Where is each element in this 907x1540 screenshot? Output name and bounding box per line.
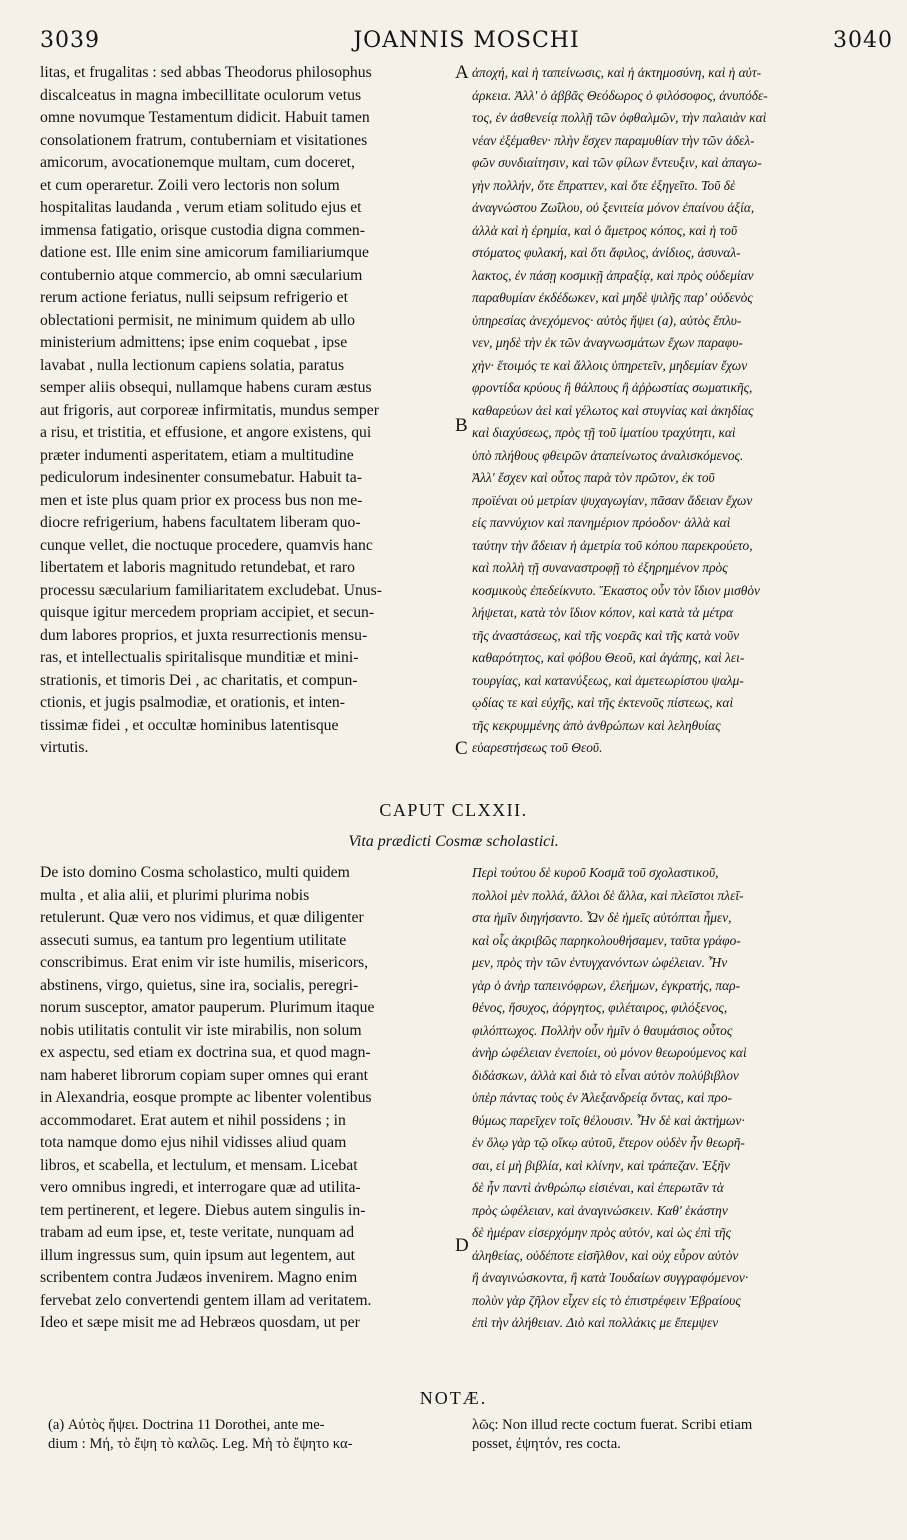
text-line: accommodaret. Erat autem et nihil possidens ; in <box>40 1111 346 1129</box>
text-line: strationis, et timoris Dei , ac charitatis, et compun- <box>40 671 358 689</box>
latin-column-top <box>40 62 454 760</box>
text-line: ἀποχή, καὶ ἡ ταπείνωσις, καὶ ἡ ἀκτημοσύνη, καὶ ἡ αὐτ- <box>472 65 762 80</box>
text-line: ῳδίας τε καὶ εὐχῆς, καὶ τῆς ἐκτενοῦς πίστεως, καὶ <box>472 695 734 710</box>
page-number-left: 3039 <box>40 28 100 53</box>
text-line: tota namque domo ejus nihil vidisses aliud quam <box>40 1134 347 1151</box>
margin-marker-b: B <box>455 415 468 436</box>
text-line: τουργίας, καὶ κατανύξεως, καὶ ἀμετεωρίστου ψαλμ- <box>472 672 744 688</box>
running-title: JOANNIS MOSCHI <box>353 28 580 53</box>
text-line: hospitalitas laudanda , verum etiam solitudo ejus et <box>40 199 362 216</box>
text-line: καὶ οἷς ἀκριβῶς παρηκολουθήσαμεν, ταῦτα γράφο- <box>472 932 741 948</box>
text-line: ὑπὸ πλήθους φθειρῶν ἀταπείνωτος ἀναλισκόμενος. <box>472 447 744 463</box>
text-line: δὲ ἡμέραν εἰσερχόμην πρὸς αὐτόν, καὶ ὡς ἐπὶ τῆς <box>472 1225 732 1240</box>
text-line: ἀνὴρ ὠφέλειαν ἐνεποίει, οὐ μόνον θεωρούμενος καὶ <box>472 1045 747 1060</box>
chapter-subtitle: Vita prædicti Cosmæ scholastici. <box>348 833 559 850</box>
text-line: ἀληθείας, οὐδέποτε εἰσῆλθον, καὶ οὐχ εὗρον αὐτὸν <box>472 1247 739 1263</box>
text-line: libros, et scabella, et lectulum, et mensam. Licebat <box>40 1156 358 1174</box>
text-line: παραθυμίαν ἐκδέδωκεν, καὶ μηδὲ ψιλῆς παρ' οὐδενὸς <box>472 290 753 305</box>
text-line: φροντίδα κρύους ἢ θάλπους ἢ ἀῤῥωστίας σωματικῆς, <box>472 380 753 395</box>
text-line: diocre refrigerium, habens facultatem liberam quo- <box>40 514 361 531</box>
text-line: χὴν· ἕτοιμός τε καὶ ἄλλοις ὑπηρετεῖν, μηδεμίαν ἔχων <box>472 357 748 373</box>
text-line: lavabat , nulla lectionum capiens solatia, paratus <box>40 356 345 374</box>
text-line: τῆς κεκρυμμένης ἀπὸ ἀνθρώπων καὶ λεληθυίας <box>472 717 721 733</box>
text-line: conscribimus. Erat enim vir iste humilis, misericors, <box>40 954 369 971</box>
text-line: illum ingressus sum, quin ipsum aut legentem, aut <box>40 1246 356 1264</box>
text-line: ὑπὲρ πάντας τοὺς ἐν Ἀλεξανδρείᾳ ὄντας, καὶ προ- <box>472 1090 732 1105</box>
text-line: λῶς: Non illud recte coctum fuerat. Scribi etiam <box>472 1417 753 1433</box>
text-line: tissimæ fidei , et occultæ hominibus latentisque <box>40 716 339 734</box>
text-line: cunque vellet, die noctuque procedere, quamvis hanc <box>40 536 373 554</box>
text-line: λακτος, ἐν πάσῃ κοσμικῇ ἀπραξίᾳ, καὶ πρὸς οὐδεμίαν <box>472 267 754 283</box>
text-line: ex aspectu, sed etiam ex doctrina sua, et quod magn- <box>40 1044 371 1061</box>
text-line: άρκεια. Ἀλλ' ὁ ἀββᾶς Θεόδωρος ὁ φιλόσοφος, ἀνυπόδε- <box>472 87 768 103</box>
text-line: quisque igitur mercedem propriam accipiet, et secun- <box>40 604 375 621</box>
text-line: vero omnibus ingredi, et interrogare quæ ad utilita- <box>40 1179 361 1196</box>
text-line: κοσμικοὺς ἐπεδείκνυτο. Ἕκαστος οὖν τὸν ἴδιον μισθὸν <box>472 582 761 598</box>
text-line: πολλοὶ μὲν πολλά, ἄλλοι δὲ ἄλλα, καὶ πλεῖστοι πλεῖ- <box>472 887 744 903</box>
text-line: oblectationi permisit, ne minimum quidem ab ullo <box>40 311 356 329</box>
text-line: et cum operaretur. Zoili vero lectoris non solum <box>40 176 340 194</box>
text-line: λήψεται, κατὰ τὸν ἴδιον κόπον, καὶ κατὰ τὰ μέτρα <box>472 605 734 620</box>
text-line: τος, ἐν ἀσθενείᾳ πολλῇ τῶν ὀφθαλμῶν, τὴν παλαιὰν καὶ <box>472 110 767 125</box>
text-line: contubernio atque commercio, ab omni sæcularium <box>40 266 363 284</box>
text-line: μεν, πρὸς τὴν τῶν ἐντυγχανόντων ὠφέλειαν. Ἦν <box>472 955 728 970</box>
text-line: σαι, εἰ μὴ βιβλία, καὶ κλίνην, καὶ τράπεζαν. Ἐξῆν <box>472 1157 730 1173</box>
text-line: Ideo et sæpe misit me ad Hebræos quosdam, ut per <box>40 1314 360 1331</box>
page-number-right: 3040 <box>833 28 893 53</box>
text-line: στόματος φυλακή, καὶ ὅτι ἄφιλος, ἀνίδιος, ἀσυναλ- <box>472 245 741 260</box>
text-line: γὰρ ὁ ἀνὴρ ταπεινόφρων, ἐλεήμων, ἐγκρατής, παρ- <box>472 977 741 993</box>
text-line: ὑπηρεσίας ἀνεχόμενος· αὐτὸς ἥψει (a), αὐτὸς ἔπλυ- <box>472 312 742 328</box>
text-line: in Alexandria, eosque prompte ac libenter volentibus <box>40 1089 372 1106</box>
text-line: nobis utilitatis contulit vir iste mirabilis, non solum <box>40 1021 362 1039</box>
text-line: εὐαρεστήσεως τοῦ Θεοῦ. <box>472 740 603 755</box>
footnote-right <box>472 1416 900 1454</box>
text-line: δὲ ἦν παντὶ ἀνθρώπῳ εἰσιέναι, καὶ ἐπερωτᾶν τὰ <box>472 1180 724 1195</box>
text-line: ἢ ἀναγινώσκοντα, ἢ κατὰ Ἰουδαίων συγγραφόμενον· <box>472 1270 749 1285</box>
text-line: a risu, et tristitia, et effusione, et angore existens, qui <box>40 424 372 441</box>
text-line: discalceatus in magna imbecillitate oculorum vetus <box>40 86 362 104</box>
text-line: θένος, ἥσυχος, ἀόργητος, φιλέταιρος, φιλόξενος, <box>472 1000 728 1015</box>
text-line: nam haberet librorum copiam super omnes qui erant <box>40 1066 369 1084</box>
text-line: scribentem contra Judæos invenirem. Magno enim <box>40 1269 358 1286</box>
text-line: assecuti sumus, ea tantum pro legentium utilitate <box>40 931 347 949</box>
text-line: καθαρεύων ἀεὶ καὶ γέλωτος καὶ στυγνίας καὶ ἀκηδίας <box>472 402 754 418</box>
greek-column-top <box>472 62 900 760</box>
text-line: πρὸς ὠφέλειαν, καὶ ἀναγινώσκειν. Καθ' ἑκάστην <box>472 1202 728 1218</box>
text-line: καὶ διαχύσεως, πρὸς τῇ τοῦ ἱματίου τραχύτητι, καὶ <box>472 425 736 440</box>
text-line: men et iste plus quam prior ex process bus non me- <box>40 491 363 509</box>
text-line: θύμως παρεῖχεν τοῖς θέλουσιν. Ἦν δὲ καὶ ἀκτήμων· <box>472 1112 745 1128</box>
text-line: Ἀλλ' ἔσχεν καὶ οὗτος παρὰ τὸν πρῶτον, ἐκ τοῦ <box>472 470 715 485</box>
text-line: trabam ad eum ipse, et, teste veritate, nunquam ad <box>40 1224 355 1241</box>
text-line: τῆς ἀναστάσεως, καὶ τῆς νοερᾶς καὶ τῆς κατὰ νοῦν <box>472 627 740 643</box>
text-line: διδάσκων, ἀλλὰ καὶ διὰ τὸ εἶναι αὐτὸν πολύβιβλον <box>472 1067 739 1083</box>
text-line: multa , et alia alii, et plurimi plurima nobis <box>40 886 310 904</box>
text-line: φῶν συνδιαίτησιν, καὶ τῶν φίλων ἔντευξιν, καὶ ἀπαγω- <box>472 155 762 170</box>
text-line: processu sæcularium familiaritatem excludebat. Unus- <box>40 581 382 599</box>
text-line: καθαρότητος, καὶ φόβου Θεοῦ, καὶ ἀγάπης, καὶ λει- <box>472 650 745 665</box>
text-line: datione est. Ille enim sine amicorum familiariumque <box>40 244 369 261</box>
text-line: ταύτην τὴν ἄδειαν ἡ ἀμετρία τοῦ κόπου παρεκρούετο, <box>472 537 753 553</box>
text-line: abstinens, virgo, quietus, sine ira, socialis, peregri- <box>40 976 359 994</box>
text-line: virtutis. <box>40 739 89 756</box>
text-line: γὴν πολλήν, ὅτε ἔπραττεν, καὶ ὅτε ἐξηγεῖτο. Τοῦ δὲ <box>472 177 736 193</box>
text-line: νεν, μηδὲ τὴν ἐκ τῶν ἀναγνωσμάτων ἔχων παραφυ- <box>472 335 743 350</box>
text-line: præter indumenti asperitatem, etiam a multitudine <box>40 446 354 464</box>
text-line: semper aliis obsequi, nullamque habens curam æstus <box>40 379 372 396</box>
text-line: De isto domino Cosma scholastico, multi quidem <box>40 864 350 881</box>
text-line: ἐν ὅλῳ γὰρ τῷ οἴκῳ αὐτοῦ, ἕτερον οὐδὲν ἦν θεωρῆ- <box>472 1135 745 1150</box>
margin-marker-d: D <box>455 1235 469 1256</box>
text-line: ἐπὶ τὴν ἀλήθειαν. Διὸ καὶ πολλάκις με ἔπεμψεν <box>472 1315 719 1330</box>
text-line: εἰς παννύχιον καὶ πανημέριον πρόοδον· ἀλλὰ καὶ <box>472 515 731 530</box>
text-line: ἀλλὰ καὶ ἡ ἐρημία, καὶ ὁ ἄμετρος κόπος, καὶ ἡ τοῦ <box>472 222 738 238</box>
greek-column-bottom <box>472 862 900 1335</box>
text-line: posset, ἐψητόν, res cocta. <box>472 1436 621 1452</box>
text-line: fervebat zelo convertendi gentem illam ad veritatem. <box>40 1291 372 1309</box>
text-line: dum labores proprios, et juxta resurrectionis mensu- <box>40 626 368 644</box>
margin-marker-a: A <box>455 62 469 83</box>
text-line: νέαν ἐξέμαθεν· πλὴν ἔσχεν παραμυθίαν τὴν τῶν ἀδελ- <box>472 132 755 148</box>
text-line: norum susceptor, amator pauperum. Plurimum itaque <box>40 999 375 1016</box>
text-line: tem pertinerent, et legere. Diebus autem singulis in- <box>40 1201 366 1219</box>
text-line: amicorum, avocationemque multam, cum doceret, <box>40 154 355 171</box>
notes-heading: NOTÆ. <box>419 1388 488 1408</box>
text-line: litas, et frugalitas : sed abbas Theodorus philosophus <box>40 64 372 81</box>
text-line: ctionis, et jugis psalmodiæ, et orationis, et inten- <box>40 694 345 711</box>
text-line: consolationem fratrum, contuberniam et visitationes <box>40 131 368 149</box>
text-line: προϊέναι οὐ μετρίαν ψυχαγωγίαν, πᾶσαν ἄδειαν ἔχων <box>472 492 753 508</box>
text-line: pediculorum indesinenter consumebatur. Habuit ta- <box>40 469 362 486</box>
page-header <box>40 28 893 62</box>
text-line: immensa fatigatio, orisque custodia digna commen- <box>40 221 365 239</box>
text-line: libertatem et laboris magnitudo retundebat, et raro <box>40 559 355 576</box>
text-line: στα ἡμῖν διηγήσαντο. Ὧν δὲ ἡμεῖς αὐτόπται ἦμεν, <box>472 910 732 925</box>
margin-marker-c: C <box>455 738 468 759</box>
text-line: retulerunt. Quæ vero nos vidimus, et quæ diligenter <box>40 909 364 926</box>
text-line: ministerium admittens; ipse enim coquebat , ipse <box>40 334 348 351</box>
text-line: φιλόπτωχος. Πολλὴν οὖν ἡμῖν ὁ θαυμάσιος οὗτος <box>472 1022 733 1038</box>
text-line: πολὺν γὰρ ζῆλον εἶχεν εἰς τὸ ἐπιστρέφειν Ἑβραίους <box>472 1292 741 1308</box>
text-line: rerum actione feriatus, nulli seipsum refrigerio et <box>40 289 348 306</box>
text-line: ras, et intellectualis spiritalisque munditiæ et mini- <box>40 649 359 666</box>
text-line: dium : Μή, τὸ ἔψη τὸ καλῶς. Leg. Μὴ τὸ ἔψητο κα- <box>48 1436 353 1452</box>
text-line: Περὶ τούτου δὲ κυροῦ Κοσμᾶ τοῦ σχολαστικοῦ, <box>472 865 719 880</box>
text-line: omne novumque Testamentum didicit. Habuit tamen <box>40 109 370 126</box>
text-line: aut frigoris, aut corporeæ infirmitatis, mundus semper <box>40 401 379 419</box>
latin-column-bottom <box>40 862 454 1335</box>
chapter-heading: CAPUT CLXXII. <box>379 800 528 820</box>
footnote-left <box>48 1416 458 1454</box>
text-line: ἀναγνώστου Ζωΐλου, οὐ ξενιτεία μόνον ἐπαίνου ἀξία, <box>472 200 755 215</box>
text-line: (a) Αὐτὸς ἥψει. Doctrina 11 Dorothei, ante me- <box>48 1417 325 1433</box>
text-line: καὶ πολλὴ τῇ συναναστροφῇ τὸ ἐξηρημένον πρὸς <box>472 560 728 575</box>
